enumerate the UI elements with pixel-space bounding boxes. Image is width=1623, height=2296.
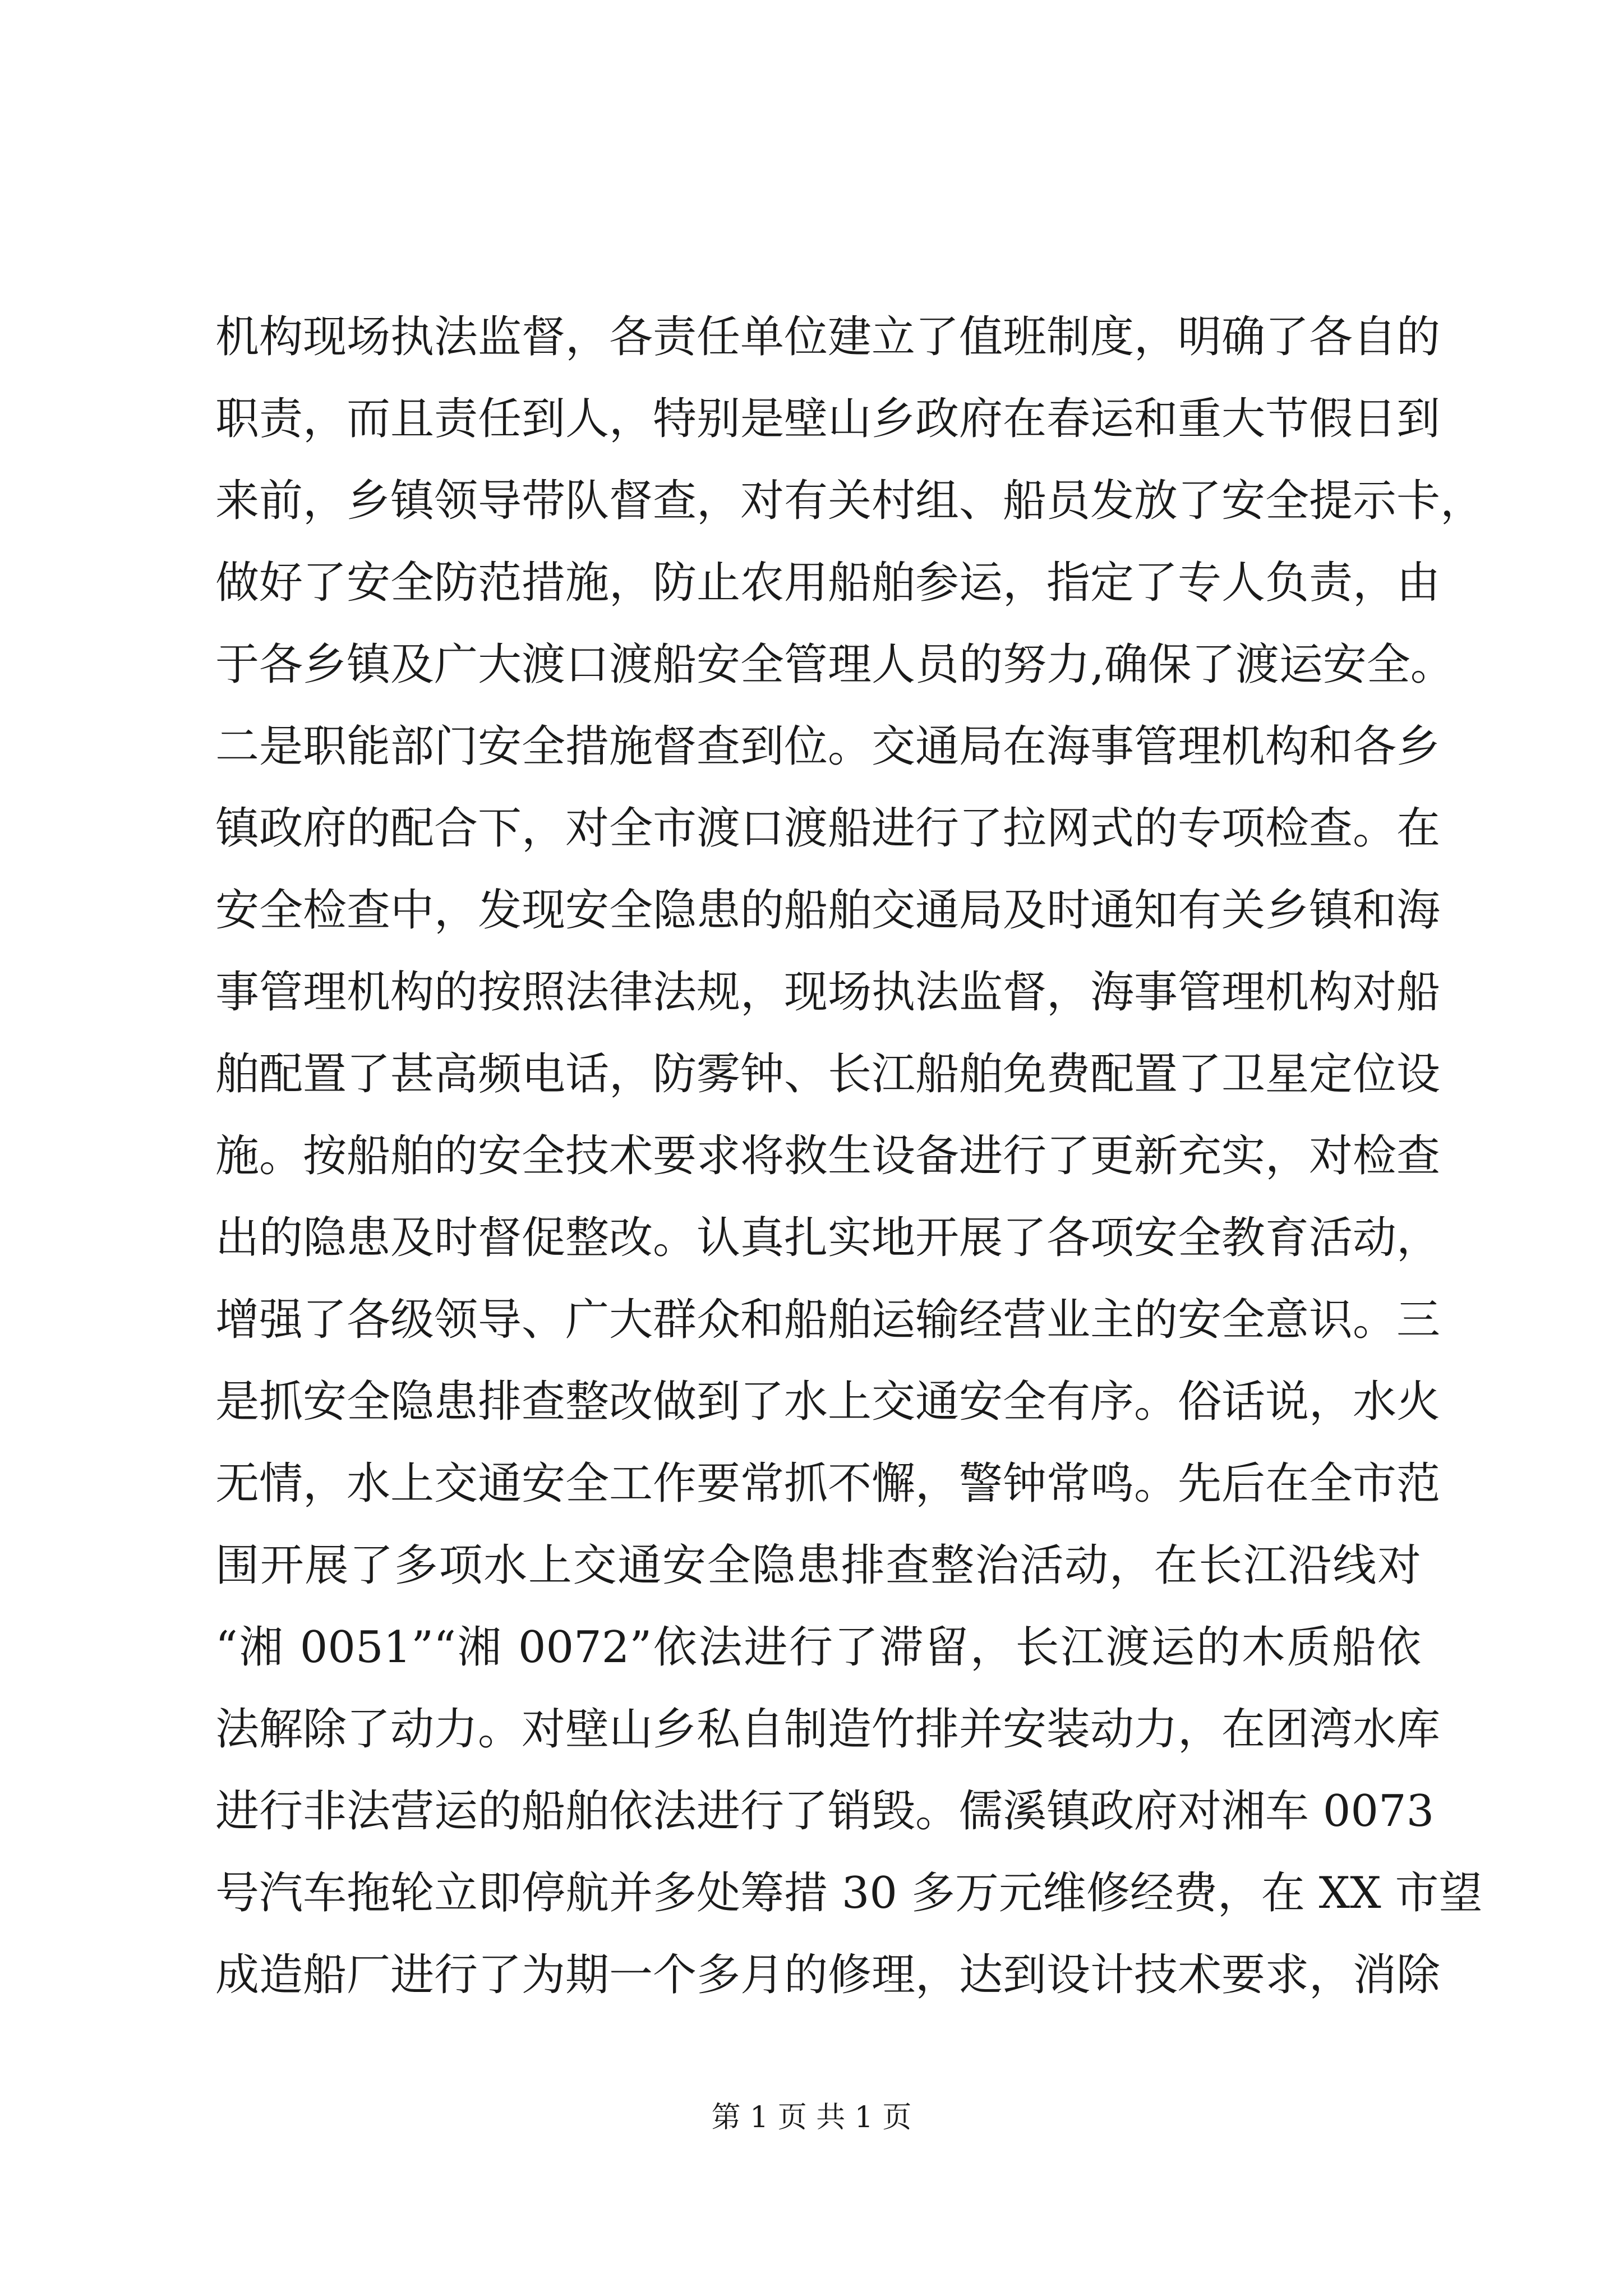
page-footer: 第 1 页 共 1 页 bbox=[711, 2101, 912, 2134]
text-line: 事管理机构的按照法律法规，现场执法监督，海事管理机构对船 bbox=[215, 967, 1441, 1018]
text-line: 出的隐患及时督促整改。认真扎实地开展了各项安全教育活动， bbox=[215, 1213, 1441, 1263]
body-text bbox=[215, 296, 1484, 2016]
text-line: 来前，乡镇领导带队督查，对有关村组、船员发放了安全提示卡， bbox=[215, 476, 1484, 526]
text-line: 号汽车拖轮立即停航并多处筹措 30 多万元维修经费，在 XX 市望 bbox=[215, 1868, 1483, 1918]
text-line: 增强了各级领导、广大群众和船舶运输经营业主的安全意识。三 bbox=[215, 1295, 1441, 1345]
text-line: 二是职能部门安全措施督查到位。交通局在海事管理机构和各乡 bbox=[215, 721, 1441, 772]
text-line: 施。按船舶的安全技术要求将救生设备进行了更新充实，对检查 bbox=[215, 1131, 1441, 1181]
text-line: “湘 0051”“湘 0072”依法进行了滞留，长江渡运的木质船依 bbox=[215, 1622, 1421, 1673]
text-line: 进行非法营运的船舶依法进行了销毁。儒溪镇政府对湘车 0073 bbox=[215, 1786, 1435, 1837]
text-line: 职责，而且责任到人，特别是壁山乡政府在春运和重大节假日到 bbox=[215, 394, 1441, 444]
text-line: 无情，水上交通安全工作要常抓不懈，警钟常鸣。先后在全市范 bbox=[215, 1458, 1441, 1509]
text-line: 是抓安全隐患排查整改做到了水上交通安全有序。俗话说，水火 bbox=[215, 1377, 1441, 1427]
text-line: 法解除了动力。对壁山乡私自制造竹排并安装动力，在团湾水库 bbox=[215, 1704, 1441, 1755]
text-line: 做好了安全防范措施，防止农用船舶参运，指定了专人负责，由 bbox=[215, 558, 1441, 608]
text-line: 舶配置了甚高频电话，防雾钟、长江船舶免费配置了卫星定位设 bbox=[215, 1049, 1441, 1099]
text-line: 机构现场执法监督，各责任单位建立了值班制度，明确了各自的 bbox=[215, 312, 1441, 362]
text-line: 围开展了多项水上交通安全隐患排查整治活动，在长江沿线对 bbox=[215, 1540, 1421, 1591]
text-line: 于各乡镇及广大渡口渡船安全管理人员的努力,确保了渡运安全。 bbox=[215, 639, 1454, 690]
text-line: 安全检查中，发现安全隐患的船舶交通局及时通知有关乡镇和海 bbox=[215, 885, 1441, 936]
text-line: 镇政府的配合下，对全市渡口渡船进行了拉网式的专项检查。在 bbox=[215, 803, 1441, 854]
text-line: 成造船厂进行了为期一个多月的修理，达到设计技术要求，消除 bbox=[215, 1950, 1441, 2000]
